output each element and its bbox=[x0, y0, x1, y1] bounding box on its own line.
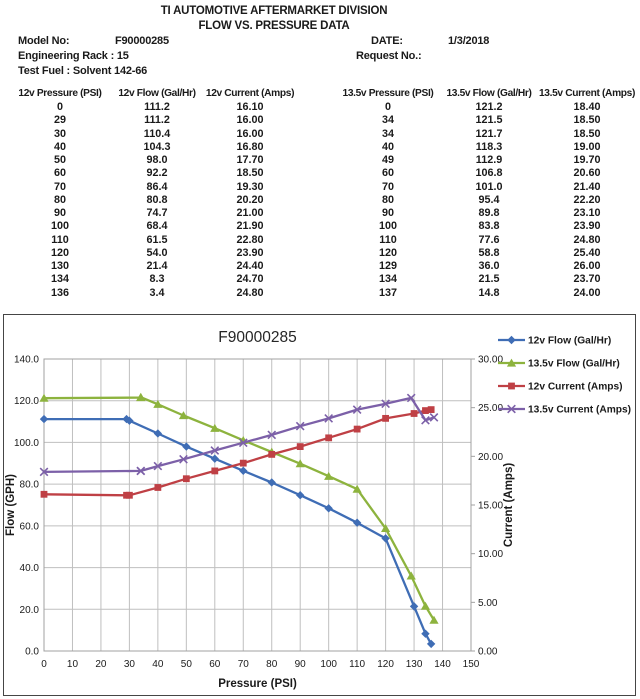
table-cell: 129 bbox=[378, 260, 397, 272]
table-cell: 40 bbox=[53, 140, 66, 153]
column-spacer bbox=[300, 154, 334, 167]
square-marker bbox=[268, 451, 275, 458]
table-cell: 29 bbox=[53, 114, 66, 127]
x-axis-tick: 140 bbox=[434, 659, 451, 670]
column-spacer bbox=[300, 207, 334, 220]
x-axis-tick: 10 bbox=[66, 659, 79, 670]
table-cell: 60 bbox=[53, 167, 66, 180]
table-cell: 60 bbox=[381, 167, 394, 180]
table-cell: 14.8 bbox=[478, 286, 500, 299]
column-header: 12v Pressure (PSI) bbox=[18, 88, 102, 99]
column-spacer bbox=[300, 101, 334, 114]
table-cell: 18.40 bbox=[573, 101, 601, 113]
x-axis-tick: 150 bbox=[462, 659, 480, 670]
table-cell: 22.20 bbox=[573, 193, 601, 206]
series-line bbox=[44, 397, 434, 620]
table-cell: 86.4 bbox=[146, 180, 168, 193]
x-axis-tick: 0 bbox=[41, 659, 47, 670]
x-axis-tick: 40 bbox=[152, 659, 164, 670]
table-cell: 22.80 bbox=[236, 233, 264, 246]
table-cell: 100 bbox=[50, 220, 69, 233]
right-axis-tick: 5.00 bbox=[478, 597, 498, 609]
table-cell: 16.00 bbox=[236, 114, 264, 127]
left-axis-title: Flow (GPH) bbox=[5, 474, 17, 536]
column-spacer bbox=[300, 273, 334, 286]
series-line bbox=[44, 419, 431, 644]
x-axis-title: Pressure (PSI) bbox=[218, 678, 297, 690]
table-cell: 95.4 bbox=[478, 193, 500, 206]
report-title: FLOW VS. PRESSURE DATA bbox=[198, 20, 350, 32]
table-cell: 92.2 bbox=[146, 167, 168, 180]
right-axis-tick: 30.00 bbox=[478, 354, 504, 366]
chart-legend bbox=[498, 336, 631, 416]
left-axis-tick: 100.0 bbox=[13, 437, 39, 449]
legend-item bbox=[498, 336, 611, 347]
table-cell: 70 bbox=[381, 180, 394, 193]
table-cell: 16.00 bbox=[236, 127, 264, 140]
square-marker bbox=[240, 460, 247, 467]
table-cell: 121.7 bbox=[475, 127, 503, 140]
table-cell: 23.90 bbox=[236, 246, 264, 259]
table-cell: 90 bbox=[381, 207, 394, 219]
x-axis-tick: 60 bbox=[209, 659, 221, 670]
column-header: 13.5v Flow (Gal/Hr) bbox=[446, 88, 532, 99]
square-marker bbox=[183, 475, 190, 482]
x-axis-tick: 20 bbox=[95, 659, 107, 670]
column-spacer bbox=[300, 167, 334, 180]
table-cell: 110 bbox=[51, 233, 69, 246]
table-cell: 80.8 bbox=[146, 193, 168, 206]
column-spacer bbox=[300, 128, 334, 141]
column-spacer bbox=[300, 114, 334, 127]
square-marker bbox=[508, 383, 515, 390]
table-cell: 20.60 bbox=[573, 167, 601, 180]
table-cell: 49 bbox=[381, 154, 394, 166]
square-marker bbox=[211, 468, 218, 475]
table-cell: 26.00 bbox=[573, 260, 601, 272]
left-axis-tick: 120.0 bbox=[13, 396, 39, 408]
table-cell: 34 bbox=[381, 114, 394, 127]
plot-frame bbox=[44, 359, 471, 651]
date-label: DATE: bbox=[371, 35, 403, 47]
table-cell: 104.3 bbox=[143, 140, 171, 153]
table-cell: 77.6 bbox=[478, 233, 500, 246]
series-13.5v-flow-gal-hr bbox=[39, 393, 438, 624]
x-axis-tick: 90 bbox=[294, 659, 306, 670]
table-cell: 120 bbox=[50, 246, 69, 259]
diamond-marker bbox=[268, 478, 276, 486]
diamond-marker bbox=[324, 504, 332, 512]
table-cell: 101.0 bbox=[475, 180, 503, 193]
right-axis-tick: 10.00 bbox=[478, 549, 504, 561]
model-label: Model No: bbox=[18, 35, 70, 47]
right-axis-tick: 20.00 bbox=[478, 451, 504, 463]
column-spacer bbox=[300, 247, 334, 260]
left-axis-tick: 40.0 bbox=[19, 563, 39, 575]
table-cell: 24.80 bbox=[236, 286, 264, 299]
flow-pressure-chart bbox=[3, 314, 636, 696]
legend-label: 13.5v Flow (Gal/Hr) bbox=[528, 358, 620, 370]
table-cell: 106.8 bbox=[475, 167, 503, 180]
series-line bbox=[44, 410, 431, 496]
table-cell: 23.70 bbox=[573, 273, 601, 286]
table-cell: 34 bbox=[381, 127, 394, 140]
left-axis-tick: 0.0 bbox=[25, 646, 39, 658]
table-cell: 3.4 bbox=[149, 286, 165, 299]
square-marker bbox=[354, 426, 361, 433]
table-cell: 112.9 bbox=[475, 154, 503, 166]
legend-label: 13.5v Current (Amps) bbox=[528, 404, 632, 416]
table-cell: 18.50 bbox=[573, 114, 601, 127]
legend-item bbox=[498, 359, 620, 370]
model-value: F90000285 bbox=[115, 35, 169, 47]
column-header: 13.5v Current (Amps) bbox=[538, 88, 636, 99]
table-cell: 24.00 bbox=[573, 286, 601, 299]
table-cell: 20.20 bbox=[236, 193, 264, 206]
right-axis-title: Current (Amps) bbox=[503, 462, 515, 548]
column-header: 12v Current (Amps) bbox=[205, 88, 295, 99]
diamond-marker bbox=[182, 442, 190, 450]
engineering-rack-label: Engineering Rack : 15 bbox=[18, 50, 129, 62]
x-axis-tick: 80 bbox=[266, 659, 278, 670]
table-cell: 0 bbox=[384, 101, 391, 113]
x-axis-tick: 50 bbox=[180, 659, 192, 670]
table-cell: 54.0 bbox=[146, 246, 168, 259]
x-axis-tick: 30 bbox=[123, 659, 135, 670]
square-marker bbox=[325, 434, 332, 441]
request-no-label: Request No.: bbox=[356, 50, 422, 62]
table-cell: 118.3 bbox=[475, 140, 503, 153]
table-cell: 17.70 bbox=[236, 154, 264, 166]
table-cell: 121.2 bbox=[475, 101, 503, 113]
table-cell: 0 bbox=[56, 101, 63, 113]
table-cell: 25.40 bbox=[573, 246, 601, 259]
table-cell: 120 bbox=[378, 246, 397, 259]
square-marker bbox=[428, 406, 435, 413]
column-spacer bbox=[300, 234, 334, 247]
x-axis-tick: 100 bbox=[320, 659, 338, 670]
legend-item bbox=[498, 382, 623, 393]
table-cell: 74.7 bbox=[146, 207, 168, 219]
table-cell: 23.10 bbox=[573, 207, 601, 219]
table-cell: 16.80 bbox=[236, 140, 264, 153]
left-axis-tick: 140.0 bbox=[13, 354, 39, 366]
right-axis-tick: 15.00 bbox=[478, 500, 504, 512]
square-marker bbox=[297, 443, 304, 450]
table-cell: 70 bbox=[53, 180, 66, 193]
x-axis-tick: 110 bbox=[349, 659, 366, 670]
legend-item bbox=[498, 405, 631, 416]
table-cell: 110.4 bbox=[143, 127, 171, 140]
table-cell: 24.80 bbox=[573, 233, 601, 246]
table-cell: 80 bbox=[53, 193, 66, 206]
table-cell: 21.4 bbox=[146, 260, 168, 272]
column-spacer bbox=[300, 260, 334, 273]
table-cell: 21.40 bbox=[573, 180, 601, 193]
column-spacer bbox=[300, 141, 334, 154]
left-axis-tick: 60.0 bbox=[19, 521, 39, 533]
column-header: 12v Flow (Gal/Hr) bbox=[118, 88, 196, 99]
table-cell: 19.30 bbox=[236, 180, 264, 193]
left-axis-tick: 20.0 bbox=[19, 604, 39, 616]
left-axis-tick: 80.0 bbox=[19, 479, 39, 491]
table-cell: 134 bbox=[378, 273, 397, 286]
table-cell: 134 bbox=[50, 273, 69, 286]
table-cell: 21.00 bbox=[236, 207, 264, 219]
column-spacer bbox=[300, 287, 334, 300]
diamond-marker bbox=[211, 454, 219, 462]
column-spacer bbox=[300, 86, 334, 101]
table-cell: 137 bbox=[378, 286, 397, 299]
table-cell: 24.70 bbox=[236, 273, 264, 286]
chart-title: F90000285 bbox=[218, 329, 297, 346]
diamond-marker bbox=[239, 467, 247, 475]
table-cell: 30 bbox=[53, 127, 66, 140]
diamond-marker bbox=[40, 415, 48, 423]
table-cell: 50 bbox=[53, 154, 66, 166]
table-cell: 111.2 bbox=[144, 114, 170, 127]
table-cell: 8.3 bbox=[149, 273, 165, 286]
table-cell: 18.50 bbox=[573, 127, 601, 140]
x-axis-tick: 130 bbox=[405, 659, 423, 670]
table-cell: 130 bbox=[50, 260, 69, 272]
table-cell: 98.0 bbox=[146, 154, 168, 166]
table-cell: 121.5 bbox=[475, 114, 503, 127]
square-marker bbox=[382, 415, 389, 422]
x-axis-tick: 70 bbox=[237, 659, 249, 670]
table-cell: 61.5 bbox=[146, 233, 168, 246]
date-value: 1/3/2018 bbox=[448, 35, 490, 47]
table-cell: 21.5 bbox=[478, 273, 500, 286]
table-cell: 40 bbox=[381, 140, 394, 153]
table-cell: 89.8 bbox=[478, 207, 500, 219]
column-header: 13.5v Pressure (PSI) bbox=[342, 88, 434, 99]
table-cell: 19.00 bbox=[573, 140, 601, 153]
column-spacer bbox=[300, 181, 334, 194]
square-marker bbox=[154, 484, 161, 491]
table-cell: 90 bbox=[53, 207, 66, 219]
triangle-marker bbox=[421, 602, 430, 610]
diamond-marker bbox=[296, 491, 304, 499]
table-cell: 19.70 bbox=[573, 154, 601, 166]
series-line bbox=[44, 398, 434, 472]
table-cell: 68.4 bbox=[146, 220, 168, 233]
x-axis-tick: 120 bbox=[377, 659, 394, 670]
table-cell: 58.8 bbox=[478, 246, 500, 259]
square-marker bbox=[41, 491, 48, 498]
table-cell: 24.40 bbox=[236, 260, 264, 272]
legend-label: 12v Flow (Gal/Hr) bbox=[528, 335, 612, 347]
right-axis-tick: 25.00 bbox=[478, 403, 504, 415]
square-marker bbox=[411, 410, 418, 417]
flow-pressure-table bbox=[6, 86, 638, 300]
column-spacer bbox=[300, 194, 334, 207]
division-title: TI AUTOMOTIVE AFTERMARKET DIVISION bbox=[160, 5, 388, 17]
diamond-marker bbox=[507, 336, 515, 344]
series-12v-flow-gal-hr bbox=[40, 415, 436, 648]
table-cell: 36.0 bbox=[478, 260, 500, 272]
table-cell: 110 bbox=[379, 233, 397, 246]
table-cell: 111.2 bbox=[144, 101, 170, 113]
table-cell: 83.8 bbox=[478, 220, 500, 233]
table-cell: 100 bbox=[378, 220, 397, 233]
legend-label: 12v Current (Amps) bbox=[528, 381, 623, 393]
diamond-marker bbox=[154, 429, 162, 437]
table-cell: 21.90 bbox=[236, 220, 264, 233]
column-spacer bbox=[300, 220, 334, 233]
test-fuel-label: Test Fuel : Solvent 142-66 bbox=[18, 65, 148, 77]
square-marker bbox=[126, 492, 133, 499]
table-cell: 80 bbox=[381, 193, 394, 206]
table-cell: 18.50 bbox=[236, 167, 264, 180]
table-cell: 136 bbox=[50, 286, 69, 299]
chart-canvas bbox=[4, 315, 635, 695]
table-cell: 16.10 bbox=[236, 101, 264, 113]
right-axis-tick: 0.00 bbox=[478, 646, 498, 658]
table-cell: 23.90 bbox=[573, 220, 601, 233]
chart-gridlines bbox=[44, 359, 471, 651]
